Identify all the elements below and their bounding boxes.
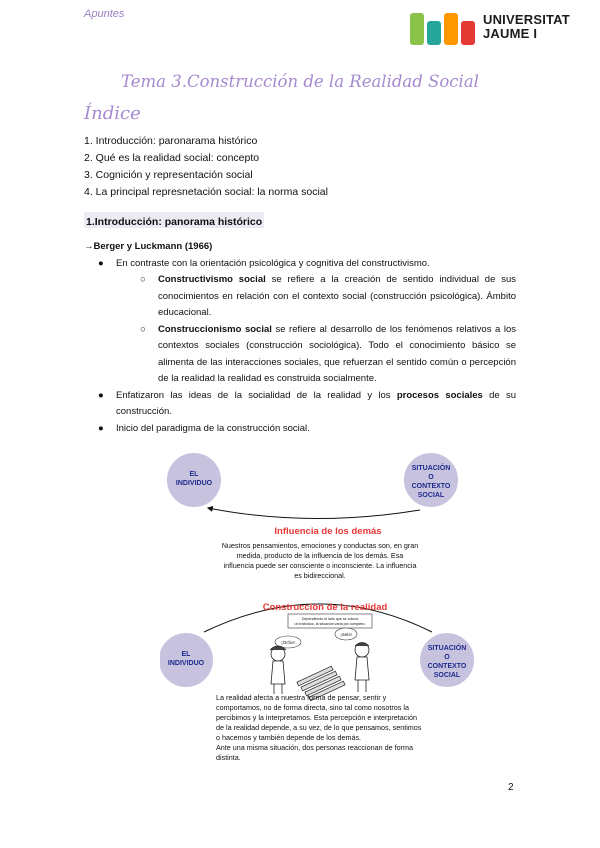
list-item bbox=[84, 421, 516, 438]
logo-block-green bbox=[410, 13, 424, 45]
influence-text-line: es bidireccional. bbox=[294, 571, 346, 580]
bullet-icon: ● bbox=[98, 422, 104, 434]
list-item-text: En contraste con la orientación psicológica y cognitiva del constructivismo. bbox=[116, 257, 430, 269]
influence-diagram bbox=[166, 452, 459, 580]
author-line: →Berger y Luckmann (1966) bbox=[84, 241, 213, 252]
cartoon-caption-line: un individuo, la situación varía por completo. bbox=[294, 622, 366, 626]
context-label: SOCIAL bbox=[433, 672, 461, 679]
influence-text-line: medida, producto de la influencia de los demás. Esa bbox=[236, 551, 404, 560]
term: procesos sociales bbox=[396, 389, 483, 401]
page-number: 2 bbox=[508, 782, 514, 793]
toc-item[interactable]: 3. Cognición y representación social bbox=[84, 169, 253, 181]
section-heading-text: 1.Introducción: panorama histórico bbox=[86, 216, 263, 228]
reality-text-line: Ante una misma situación, dos personas reaccionan de forma bbox=[216, 743, 413, 752]
person-left-icon bbox=[270, 646, 286, 694]
individual-label: EL bbox=[181, 651, 191, 658]
list-item-text: Enfatizaron las ideas de la socialidad de la realidad y los bbox=[116, 389, 397, 401]
reality-text-line: de la realidad depende, a su vez, de lo que pensamos, sentimos bbox=[216, 723, 422, 732]
circle-bullet-icon: ○ bbox=[140, 274, 146, 285]
individual-label: INDIVIDUO bbox=[175, 480, 213, 487]
sub-list-item bbox=[84, 322, 516, 388]
context-label: CONTEXTO bbox=[411, 483, 451, 490]
term: Constructivismo social bbox=[158, 274, 266, 285]
sub-item-text: se refiere a la creación de sentido individual de sus conocimientos en relación con el contexto social (construcción psicológica). Ámbito educacional. bbox=[158, 274, 516, 318]
reality-text-line: comportamos, no de forma directa, sino tal como nosotros la bbox=[216, 703, 409, 712]
toc-item[interactable]: 4. La principal represnetación social: la norma social bbox=[84, 186, 328, 198]
social-construction-figure bbox=[160, 448, 480, 768]
cartoon-illustration bbox=[270, 614, 372, 701]
list-item bbox=[84, 388, 516, 421]
university-logo bbox=[410, 13, 585, 45]
page-title: Tema 3.Construcción de la Realidad Social bbox=[121, 72, 479, 91]
context-label: SITUACIÓN bbox=[411, 465, 451, 472]
section-body bbox=[84, 239, 516, 437]
logo-line1: UNIVERSITAT bbox=[483, 12, 570, 27]
speech-bubble-text: ¡Seis! bbox=[340, 632, 352, 637]
context-label: SOCIAL bbox=[417, 492, 445, 499]
cartoon-caption-line: Dependiendo el lado que se coloca bbox=[301, 617, 359, 621]
toc-item[interactable]: 1. Introducción: paronarama histórico bbox=[84, 135, 258, 147]
header-label: Apuntes bbox=[84, 8, 125, 20]
context-label: CONTEXTO bbox=[427, 663, 467, 670]
context-label: SITUACIÓN bbox=[427, 645, 467, 652]
list-item-text: de su construcción. bbox=[116, 389, 516, 417]
logo-text bbox=[483, 13, 570, 41]
construction-title: Construcción de la realidad bbox=[262, 602, 388, 613]
list-item bbox=[84, 256, 516, 273]
speech-bubble-text: ¡Ocho! bbox=[281, 640, 295, 645]
influence-text-line: influencia puede ser consciente o inconsciente. La influencia bbox=[223, 561, 417, 570]
reality-text-line: La realidad afecta a nuestra forma de pensar, sentir y bbox=[216, 693, 387, 702]
context-label: O bbox=[428, 474, 434, 481]
reality-text-line: o hacemos y también depende de los demás. bbox=[216, 733, 362, 742]
bullet-icon: ● bbox=[98, 257, 104, 269]
list-item-text: Inicio del paradigma de la construcción social. bbox=[116, 422, 310, 434]
influence-text-line: Nuestros pensamientos, emociones y conductas son, en gran bbox=[221, 541, 419, 550]
sub-item-text: se refiere al desarrollo de los fenómenos relativos a los contextos sociales (construcción sociológica). Todo el conocimiento básico se alimenta de las interacciones sociales, que refuerzan el sentido común o percepción de la realidad la realidad es construida socialmente. bbox=[158, 323, 516, 384]
context-label: O bbox=[444, 654, 450, 661]
individual-label: EL bbox=[189, 471, 199, 478]
construction-diagram bbox=[160, 602, 475, 762]
section-heading bbox=[84, 212, 264, 228]
bullet-icon: ● bbox=[98, 389, 104, 401]
circle-bullet-icon: ○ bbox=[140, 323, 146, 335]
logo-line2: JAUME I bbox=[483, 26, 538, 41]
logo-block-orange bbox=[444, 13, 458, 45]
term: Construccionismo social bbox=[158, 323, 272, 335]
logo-block-red bbox=[461, 21, 475, 45]
influence-title: Influencia de los demás bbox=[274, 526, 382, 537]
toc-item[interactable]: 2. Qué es la realidad social: concepto bbox=[84, 152, 260, 164]
table-of-contents bbox=[84, 133, 328, 201]
reality-text-line: distinta. bbox=[216, 753, 241, 762]
sub-list-item bbox=[84, 272, 516, 322]
influence-arrow bbox=[208, 508, 420, 519]
index-heading: Índice bbox=[84, 103, 141, 124]
individual-label: INDIVIDUO bbox=[167, 660, 205, 667]
logo-block-teal bbox=[427, 21, 441, 45]
person-right-icon bbox=[355, 643, 369, 693]
reality-text-line: percibimos y la interpretamos. Esta percepción e interpretación bbox=[216, 713, 417, 722]
uji-logo-icon bbox=[410, 13, 478, 45]
